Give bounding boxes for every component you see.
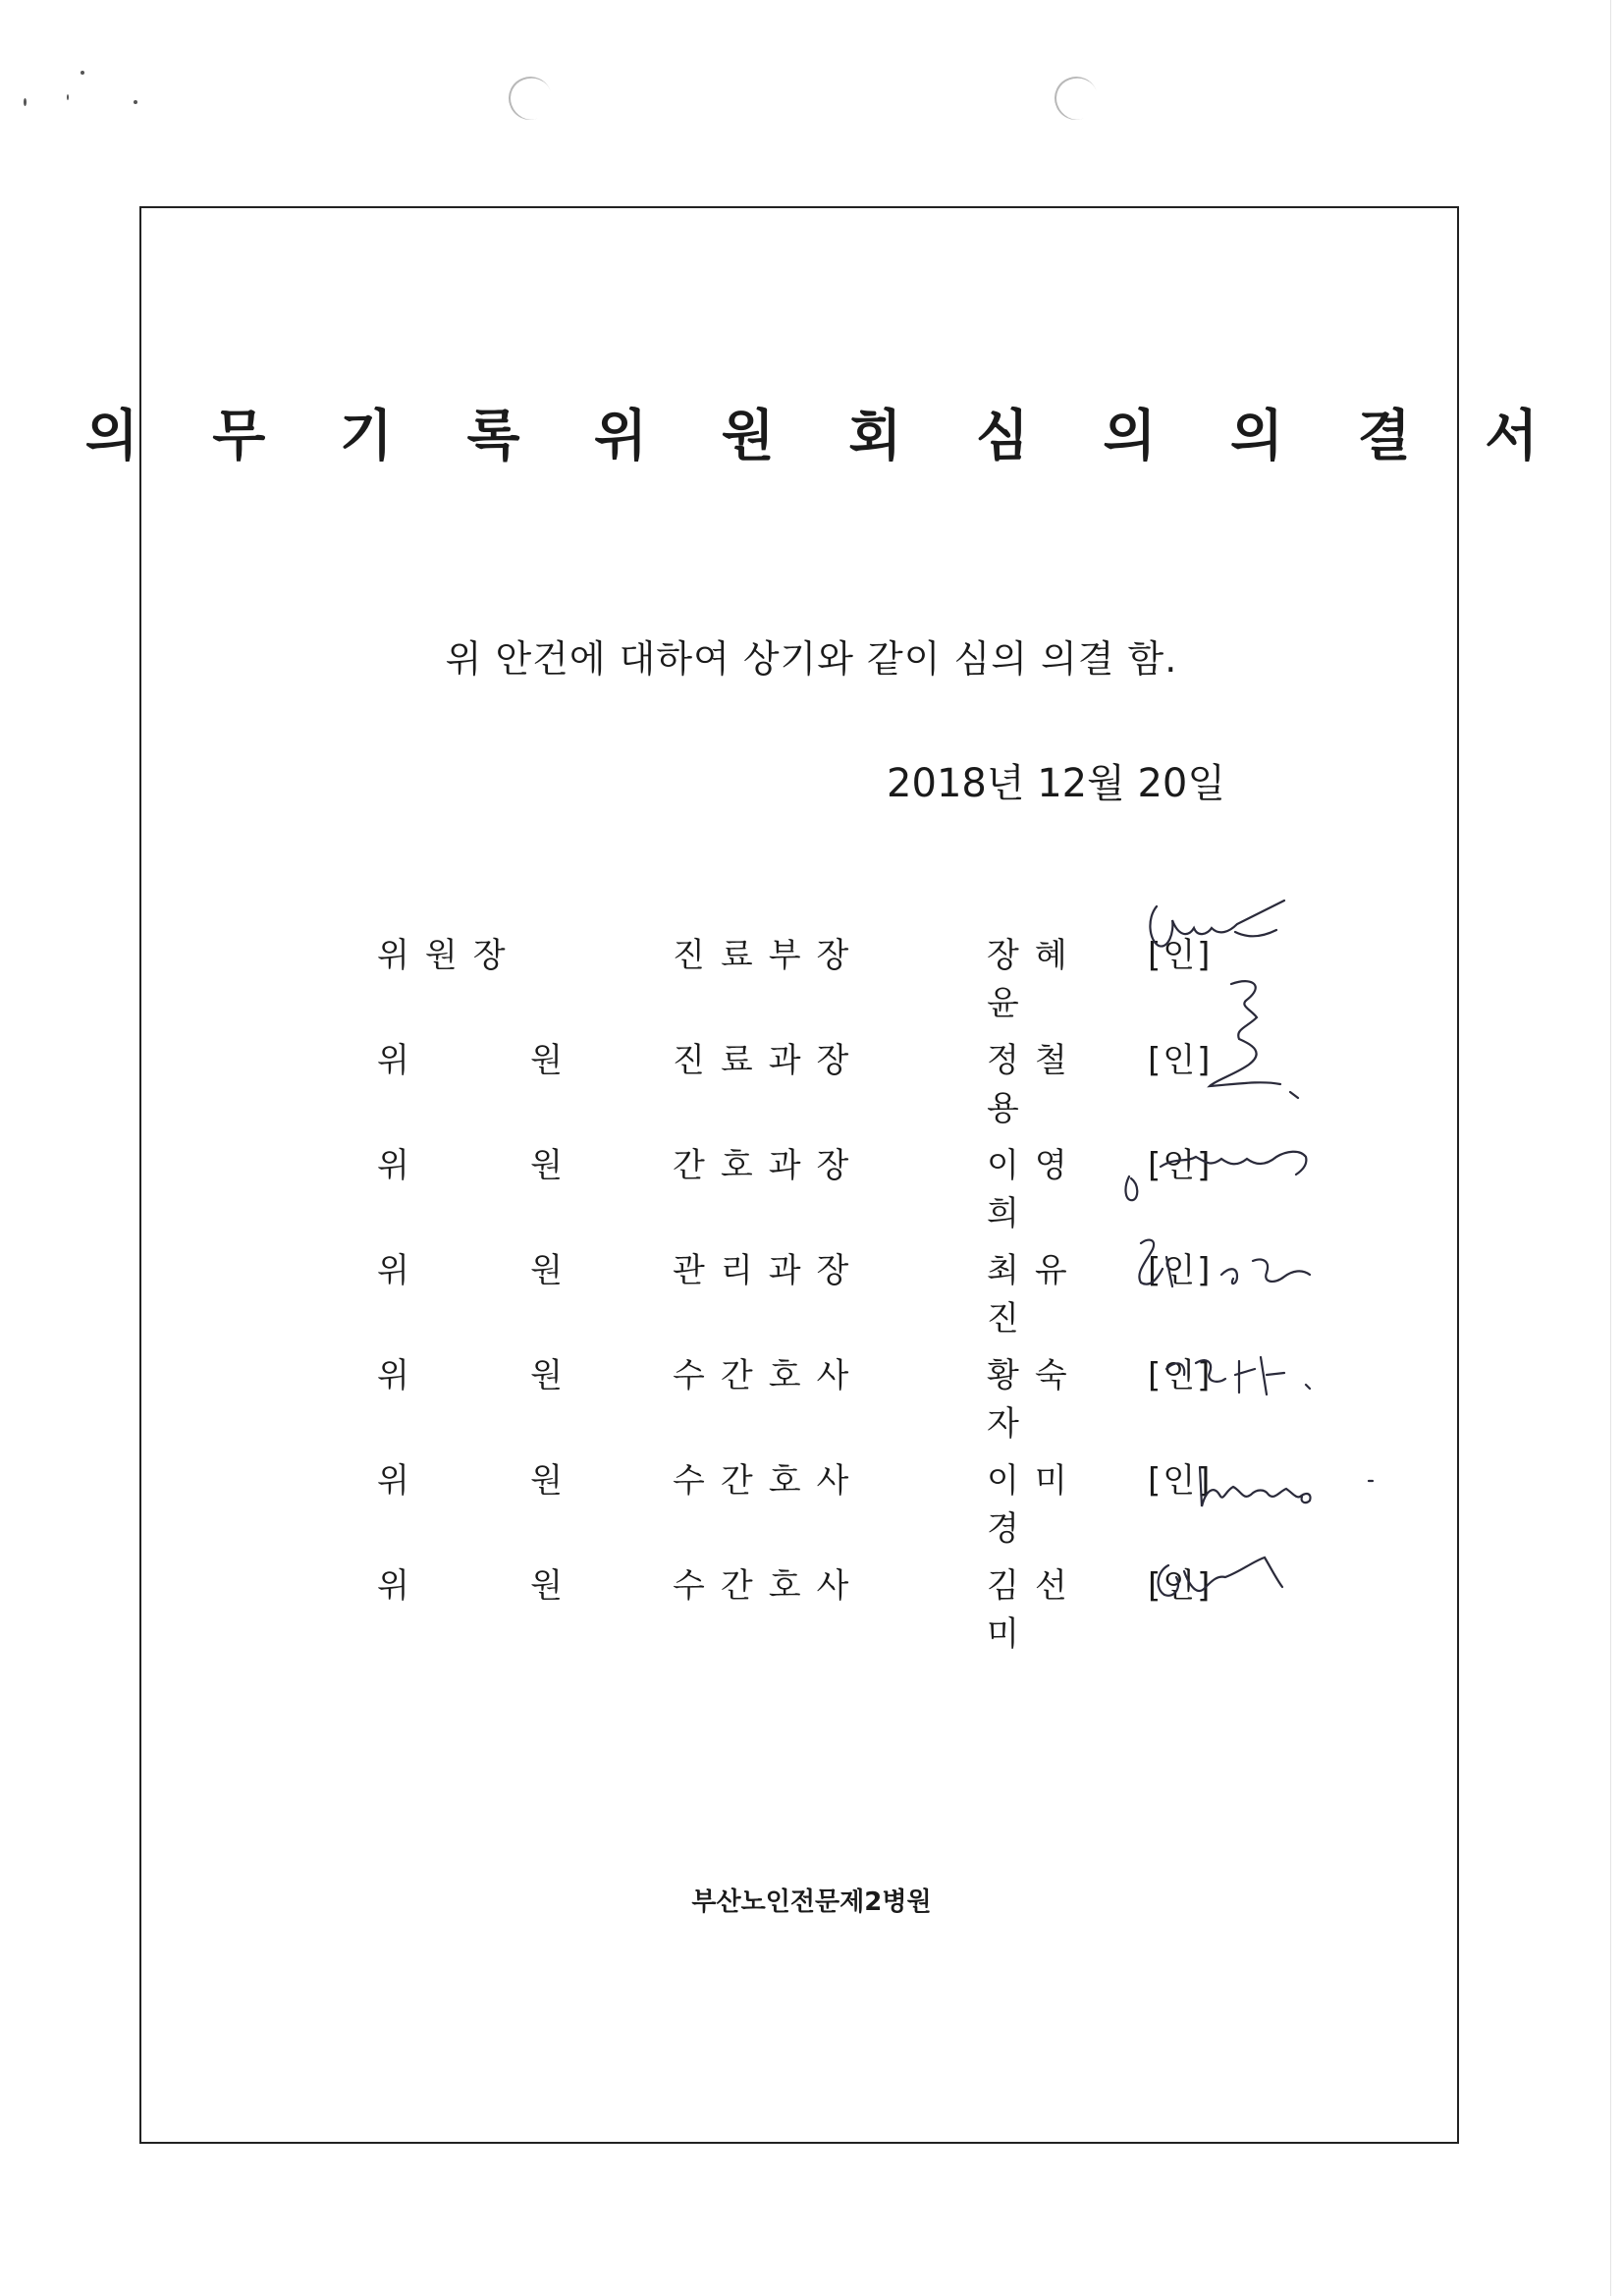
member-role: 위 원 <box>377 1041 578 1080</box>
seal-mark: [인] <box>1148 1041 1213 1080</box>
seal-mark: [인] <box>1148 1566 1213 1606</box>
hospital-name: 부산노인전문제2병원 <box>691 1887 932 1917</box>
scan-speck <box>81 71 84 75</box>
member-name: 최유진 <box>987 1251 1083 1339</box>
scan-speck <box>134 100 137 104</box>
punch-hole-right <box>1049 71 1104 126</box>
seal-mark: [인] <box>1148 1251 1213 1290</box>
member-row <box>0 1138 1623 1233</box>
member-role: 위원장 <box>377 936 521 975</box>
member-position: 진료과장 <box>673 1041 865 1080</box>
member-name: 이미경 <box>987 1461 1083 1549</box>
member-name: 황숙자 <box>987 1356 1083 1444</box>
member-name: 김선미 <box>987 1566 1083 1654</box>
seal-mark: [인] <box>1148 1146 1213 1185</box>
member-row <box>0 1348 1623 1444</box>
handwritten-signature <box>1127 1228 1324 1316</box>
handwritten-signature <box>1117 1127 1314 1216</box>
seal-mark: [인] <box>1148 936 1213 975</box>
member-role: 위 원 <box>377 1146 578 1185</box>
resolution-date: 2018년 12월 20일 <box>887 761 1225 806</box>
document-title: 의 무 기 록 위 원 회 심 의 의 결 서 <box>84 405 1566 468</box>
member-name: 정철용 <box>987 1041 1083 1128</box>
member-name: 이영희 <box>987 1146 1083 1233</box>
scan-speck <box>67 94 69 100</box>
member-position: 관리과장 <box>673 1251 865 1290</box>
member-position: 수간호사 <box>673 1461 865 1501</box>
handwritten-signature <box>1157 1339 1324 1408</box>
member-position: 수간호사 <box>673 1566 865 1606</box>
handwritten-signature <box>1196 970 1314 1108</box>
member-role: 위 원 <box>377 1461 578 1501</box>
member-row <box>0 1243 1623 1339</box>
seal-mark: [인] <box>1148 1461 1213 1501</box>
member-role: 위 원 <box>377 1356 578 1395</box>
member-name: 장혜윤 <box>987 936 1083 1023</box>
scan-speck <box>24 98 27 106</box>
punch-hole-left <box>503 71 558 126</box>
resolution-statement: 위 안건에 대하여 상기와 같이 심의 의결 함. <box>445 637 1178 681</box>
member-row <box>0 928 1623 1023</box>
member-role: 위 원 <box>377 1251 578 1290</box>
handwritten-signature <box>1139 889 1296 967</box>
member-role: 위 원 <box>377 1566 578 1606</box>
handwritten-signature <box>1186 1451 1382 1520</box>
seal-mark: [인] <box>1148 1356 1213 1395</box>
handwritten-signature <box>1147 1542 1294 1620</box>
member-position: 간호과장 <box>673 1146 865 1185</box>
member-row <box>0 1558 1623 1654</box>
member-position: 진료부장 <box>673 936 865 975</box>
member-row <box>0 1033 1623 1128</box>
member-position: 수간호사 <box>673 1356 865 1395</box>
